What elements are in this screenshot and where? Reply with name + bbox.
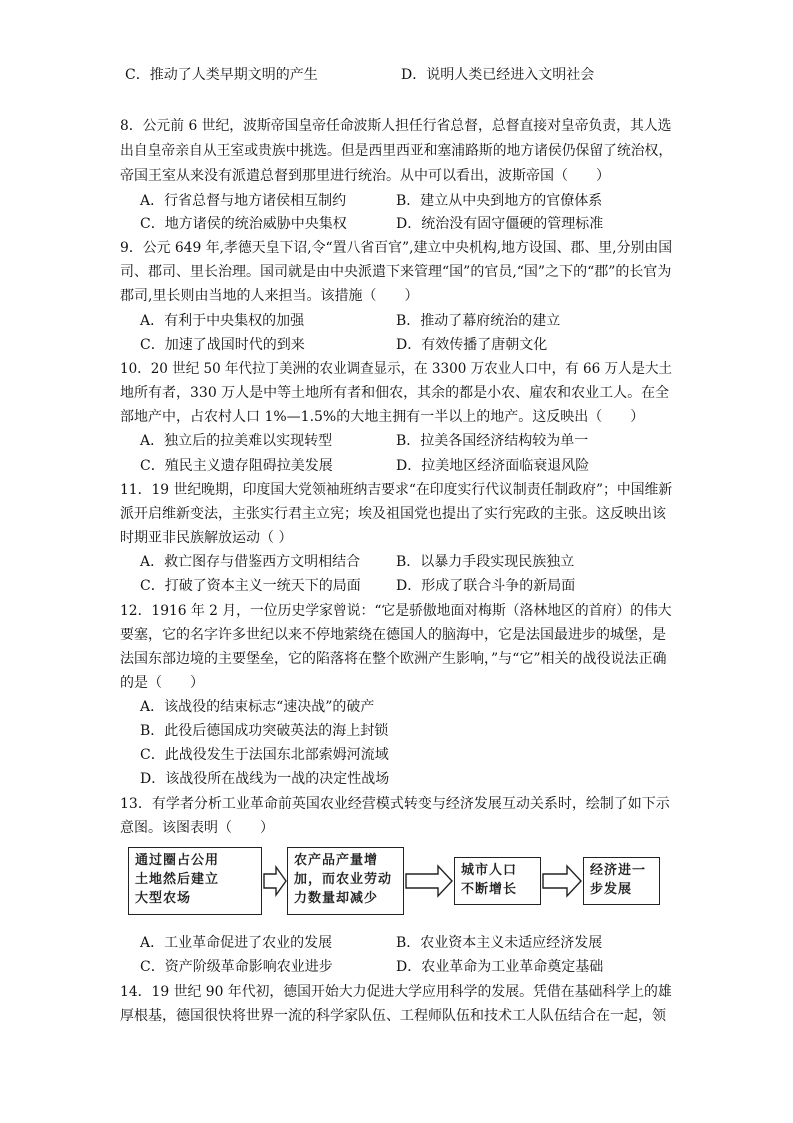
q11-option-a: A．救亡图存与借鉴西方文明相结合 (140, 554, 361, 570)
q10-stem-line-1: 10．20 世纪 50 年代拉丁美洲的农业调查显示，在 3300 万农业人口中，有 66 万人是大土 (120, 361, 673, 377)
q8-stem-line-2: 出自皇帝亲自从王室或贵族中挑选。但是西里西亚和塞浦路斯的地方诸侯仍保留了统治权， (120, 143, 673, 159)
flow-arrow-2 (406, 866, 452, 896)
q10-option-d: D．拉美地区经济面临衰退风险 (396, 458, 590, 474)
q10-option-b: B．拉美各国经济结构较为单一 (396, 433, 589, 449)
flow-arrow-3 (543, 866, 581, 896)
q8-option-d: D．统治没有固守僵硬的管理标准 (396, 216, 604, 232)
q13-stem-line-2: 意图。该图表明（ ） (120, 820, 274, 836)
q13-option-d: D．农业革命为工业革命奠定基础 (396, 959, 604, 975)
q11-option-b: B．以暴力手段实现民族独立 (396, 554, 575, 570)
q10-stem-line-3: 部地产中，占农村人口 1%—1.5%的大地主拥有一半以上的地产。这反映出（ ） (120, 409, 645, 425)
q7-option-d: D．说明人类已经进入文明社会 (401, 67, 595, 83)
q8-option-a: A．行省总督与地方诸侯相互制约 (140, 193, 347, 209)
q9-stem-line-3: 郡司,里长则由当地的人来担当。该措施（ ） (120, 288, 419, 304)
q12-stem-line-1: 12．1916 年 2 月，一位历史学家曾说：“它是骄傲地面对梅斯（洛林地区的首府）的伟大 (120, 603, 672, 619)
q12-option-b: B．此役后德国成功突破英法的海上封锁 (140, 723, 389, 739)
q12-stem-line-4: 的是（ ） (120, 675, 204, 691)
q9-option-c: C．加速了战国时代的到来 (140, 337, 305, 353)
q12-stem-line-3: 法国东部边境的主要堡垒，它的陷落将在整个欧洲产生影响，”与“它”相关的战役说法正确 (120, 651, 667, 667)
q13-stem-line-1: 13．有学者分析工业革命前英国农业经营模式转变与经济发展互动关系时，绘制了如下示 (120, 796, 670, 812)
q7-option-c: C．推动了人类早期文明的产生 (125, 67, 318, 83)
q11-option-c: C．打破了资本主义一统天下的局面 (140, 578, 361, 594)
q10-option-c: C．殖民主义遗存阻碍拉美发展 (140, 458, 333, 474)
q8-stem-line-1: 8．公元前 6 世纪，波斯帝国皇帝任命波斯人担任行省总督，总督直接对皇帝负责，其人选 (120, 118, 672, 134)
q8-option-b: B．建立从中央到地方的官僚体系 (396, 193, 603, 209)
q9-stem-line-1: 9．公元 649 年,孝德天皇下诏,令“置八省百官”,建立中央机构,地方设国、郡、里,分别由国 (120, 240, 673, 256)
flow-arrow-1 (264, 867, 286, 895)
flow-box-urban-population: 城市人口 不断增长 (454, 857, 541, 905)
q12-option-c: C．此战役发生于法国东北部索姆河流域 (140, 747, 389, 763)
q12-stem-line-2: 要塞，它的名字许多世纪以来不停地萦绕在德国人的脑海中，它是法国最进步的城堡，是 (120, 627, 666, 643)
q13-option-b: B．农业资本主义未适应经济发展 (396, 935, 603, 951)
q13-option-a: A．工业革命促进了农业的发展 (140, 935, 333, 951)
q11-stem-line-3: 时期亚非民族解放运动（ ） (120, 530, 293, 546)
q10-stem-line-2: 地所有者，330 万人是中等土地所有者和佃农，其余的都是小农、雇农和农业工人。在全 (120, 385, 670, 401)
q9-option-a: A．有利于中央集权的加强 (140, 313, 305, 329)
q8-option-c: C．地方诸侯的统治威胁中央集权 (140, 216, 347, 232)
q9-stem-line-2: 司、郡司、里长治理。国司就是由中央派遣下来管理“国”的官员,“国”之下的“郡”的长官为 (120, 264, 672, 280)
q11-option-d: D．形成了联合斗争的新局面 (396, 578, 576, 594)
q12-option-d: D．该战役所在战线为一战的决定性战场 (140, 771, 390, 787)
flow-box-enclosure: 通过圈占公用 土地然后建立 大型农场 (128, 847, 262, 915)
q8-stem-line-3: 帝国王室从来没有派遣总督到那里进行统治。从中可以看出，波斯帝国（ ） (120, 168, 610, 184)
q9-option-d: D．有效传播了唐朝文化 (396, 337, 548, 353)
q14-stem-line-1: 14．19 世纪 90 年代初，德国开始大力促进大学应用科学的发展。凭借在基础科学上的雄 (120, 984, 672, 1000)
q11-stem-line-1: 11．19 世纪晚期，印度国大党领袖班纳吉要求“在印度实行代议制责任制政府”；中国维新 (120, 482, 673, 498)
q10-option-a: A．独立后的拉美难以实现转型 (140, 433, 333, 449)
q11-stem-line-2: 派开启维新变法，主张实行君主立宪；埃及祖国党也提出了实行宪政的主张。这反映出该 (120, 506, 666, 522)
flow-box-output: 农产品产量增 加，而农业劳动 力数量却减少 (287, 847, 404, 915)
q12-option-a: A．该战役的结束标志“速决战”的破产 (140, 699, 375, 715)
flow-box-economic-development: 经济进一 步发展 (583, 857, 660, 905)
q9-option-b: B．推动了幕府统治的建立 (396, 313, 561, 329)
q13-option-c: C．资产阶级革命影响农业进步 (140, 959, 333, 975)
q14-stem-line-2: 厚根基，德国很快将世界一流的科学家队伍、工程师队伍和技术工人队伍结合在一起，领 (120, 1008, 666, 1024)
